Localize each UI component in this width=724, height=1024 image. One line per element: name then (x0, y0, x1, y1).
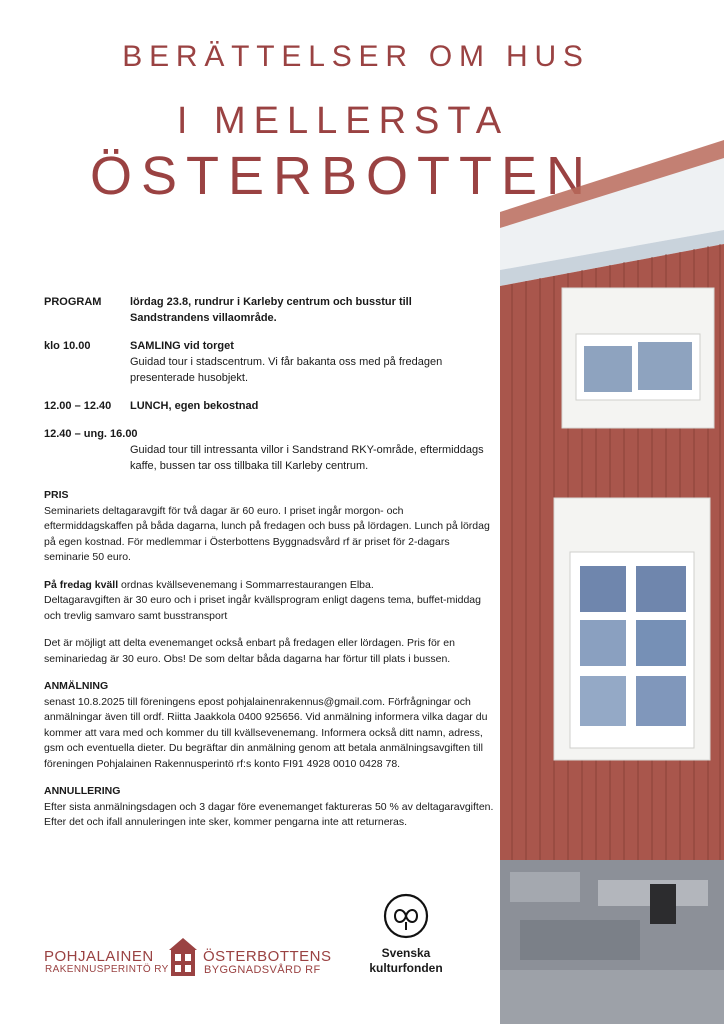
program-row (44, 294, 494, 326)
title-line-1: BERÄTTELSER OM HUS (122, 40, 590, 73)
anmalning-paragraph: senast 10.8.2025 till föreningens epost pohjalainenrakennus@gmail.com. Förfrågningar och anmälningar även till ordf. Riitta Jaakkola 0400 925656. Vid anmälning informera vilka dagar du kommer att vara med och kommer du till kvällsevenemang. Informera också ditt namn, adress, gsm och eventuella dieter. Du begräftar din anmälning genom att betala anmälningsavgiften till föreningen Pohjalainen Rakennusperintö rf:s konto FI91 4928 0010 0428 78. (44, 695, 488, 770)
program-item (44, 338, 494, 386)
skf-line2: kulturfonden (369, 961, 443, 975)
item-time: 12.00 – 12.40 (44, 400, 112, 412)
skf-line1: Svenska (381, 946, 431, 960)
item-time: klo 10.00 (44, 340, 91, 352)
annullering-heading: ANNULLERING (44, 785, 121, 797)
item-title: LUNCH, egen bekostnad (130, 400, 259, 412)
ob-name: ÖSTERBOTTENS (203, 948, 332, 965)
item-time: 12.40 – ung. 16.00 (44, 428, 138, 440)
pris-heading: PRIS (44, 489, 69, 501)
annullering-paragraph: Efter sista anmälningsdagen och 3 dagar före evenemanget faktureras 50 % av deltagaravgiften. Efter det och ifall annuleringen inte sker, kommer pengarna inte att returneras. (44, 800, 494, 828)
pr-name: POHJALAINEN (44, 948, 154, 965)
evening-rest: ordnas kvällsevenemang i Sommarrestaurangen Elba. (118, 578, 374, 591)
pr-sub: RAKENNUSPERINTÖ RY (45, 964, 169, 975)
program-text: lördag 23.8, rundrur i Karleby centrum och busstur till Sandstrandens villaområde. (130, 296, 412, 324)
house-logo-icon (168, 936, 198, 978)
single-day-paragraph: Det är möjligt att delta evenemanget också enbart på fredagen eller lördagen. Pris för en seminariedag är 30 euro. Obs! De som deltar båda dagarna har förtur till plats i bussen. (44, 637, 455, 665)
pris-paragraph: Seminariets deltagaravgift för två dagar är 60 euro. I priset ingår morgon- och eftermiddagskaffen på båda dagarna, lunch på fredagen och buss på lördagen. Lunch på lördag på egen kostnad. För medlemmar i Österbottens Byggnadsvård rf är priset för 2-dagars seminarie 50 euro. (44, 504, 490, 563)
anmalning-heading: ANMÄLNING (44, 680, 109, 692)
ob-sub: BYGGNADSVÅRD RF (204, 964, 321, 976)
evening-bold: På fredag kväll (44, 578, 119, 591)
house-illustration (500, 120, 724, 1024)
organizer-logo (44, 936, 364, 982)
evening-price: Deltagaravgiften är 30 euro och i priset ingår kvällsprogram enligt dagens tema, buffet-middag och trevlig samvaro samt busstransport (44, 594, 481, 622)
item-desc: Guidad tour i stadscentrum. Vi får bakanta oss med på fredagen presenterade husobjekt. (130, 356, 443, 384)
item-title: SAMLING vid torget (130, 340, 234, 352)
program-content (44, 294, 494, 831)
kulturfonden-icon (382, 892, 430, 940)
title-line-3: ÖSTERBOTTEN (89, 146, 595, 206)
item-desc: Guidad tour till intressanta villor i Sandstrand RKY-område, eftermiddags kaffe, bussen tar oss tillbaka till Karleby centrum. (130, 444, 484, 472)
evening-paragraph (44, 578, 494, 594)
program-item (44, 398, 494, 414)
program-label: PROGRAM (44, 296, 102, 308)
sponsor-logo (352, 892, 462, 982)
title-line-2: I MELLERSTA (176, 100, 510, 142)
